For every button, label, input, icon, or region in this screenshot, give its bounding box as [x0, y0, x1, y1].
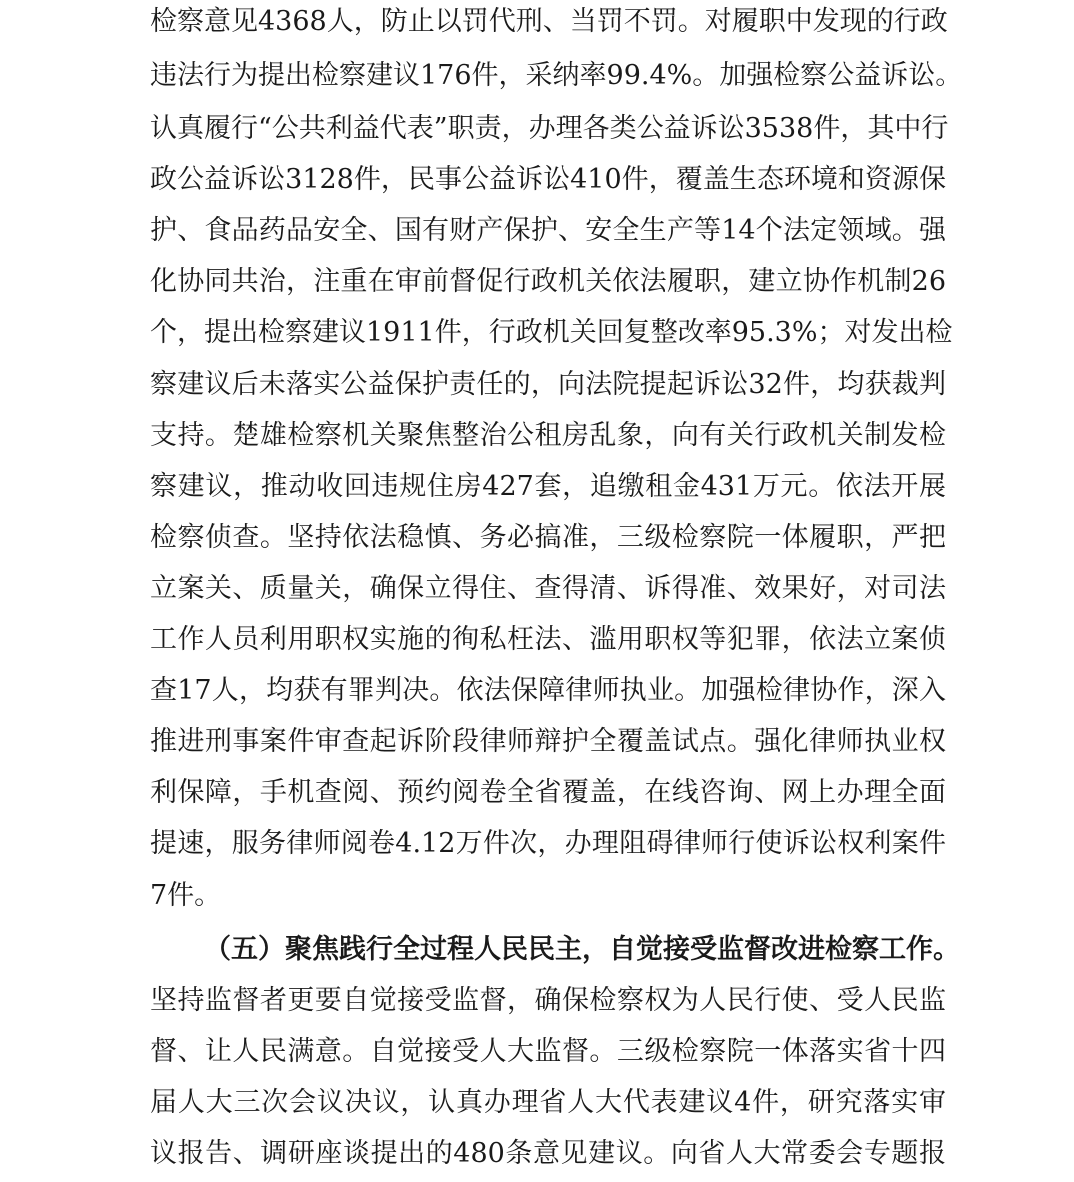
body-text-line: 察建议，推动收回违规住房427套，追缴租金431万元。依法开展: [150, 471, 946, 502]
body-text-line: 护、食品药品安全、国有财产保护、安全生产等14个法定领域。强: [150, 215, 946, 246]
body-text-line: 坚持监督者更要自觉接受监督，确保检察权为人民行使、受人民监: [150, 985, 946, 1016]
body-text-line: 检察侦查。坚持依法稳慎、务必搞准，三级检察院一体履职，严把: [150, 522, 946, 553]
body-text-line: 提速，服务律师阅卷4.12万件次，办理阻碍律师行使诉讼权利案件: [150, 828, 946, 859]
body-text-line: 化协同共治，注重在审前督促行政机关依法履职，建立协作机制26: [150, 266, 946, 297]
body-text-line: 届人大三次会议决议，认真办理省人大代表建议4件，研究落实审: [150, 1087, 946, 1118]
body-text-line: 认真履行“公共利益代表”职责，办理各类公益诉讼3538件，其中行: [150, 113, 949, 144]
body-text-line: 违法行为提出检察建议176件，采纳率99.4%。加强检察公益诉讼。: [150, 60, 963, 91]
body-text-line: 察建议后未落实公益保护责任的，向法院提起诉讼32件，均获裁判: [150, 369, 946, 400]
body-text-line: 督、让人民满意。自觉接受人大监督。三级检察院一体落实省十四: [150, 1036, 946, 1067]
body-text-line: 推进刑事案件审查起诉阶段律师辩护全覆盖试点。强化律师执业权: [150, 726, 946, 757]
body-text-line: 支持。楚雄检察机关聚焦整治公租房乱象，向有关行政机关制发检: [150, 420, 946, 451]
body-text-line: 7件。: [150, 880, 222, 911]
body-text-line: 议报告、调研座谈提出的480条意见建议。向省人大常委会专题报: [150, 1138, 946, 1169]
body-text-line: 立案关、质量关，确保立得住、查得清、诉得准、效果好，对司法: [150, 573, 946, 604]
body-text-line: 政公益诉讼3128件，民事公益诉讼410件，覆盖生态环境和资源保: [150, 164, 946, 195]
body-text-line: 工作人员利用职权实施的徇私枉法、滥用职权等犯罪，依法立案侦: [150, 624, 946, 655]
body-text-line: 利保障，手机查阅、预约阅卷全省覆盖，在线咨询、网上办理全面: [150, 777, 946, 808]
body-text-line: 检察意见4368人，防止以罚代刑、当罚不罚。对履职中发现的行政: [150, 6, 948, 37]
body-text-line: 查17人，均获有罪判决。依法保障律师执业。加强检律协作，深入: [150, 675, 946, 706]
section-heading: （五）聚焦践行全过程人民民主，自觉接受监督改进检察工作。: [204, 934, 960, 965]
body-text-line: 个，提出检察建议1911件，行政机关回复整改率95.3%；对发出检: [150, 317, 953, 348]
